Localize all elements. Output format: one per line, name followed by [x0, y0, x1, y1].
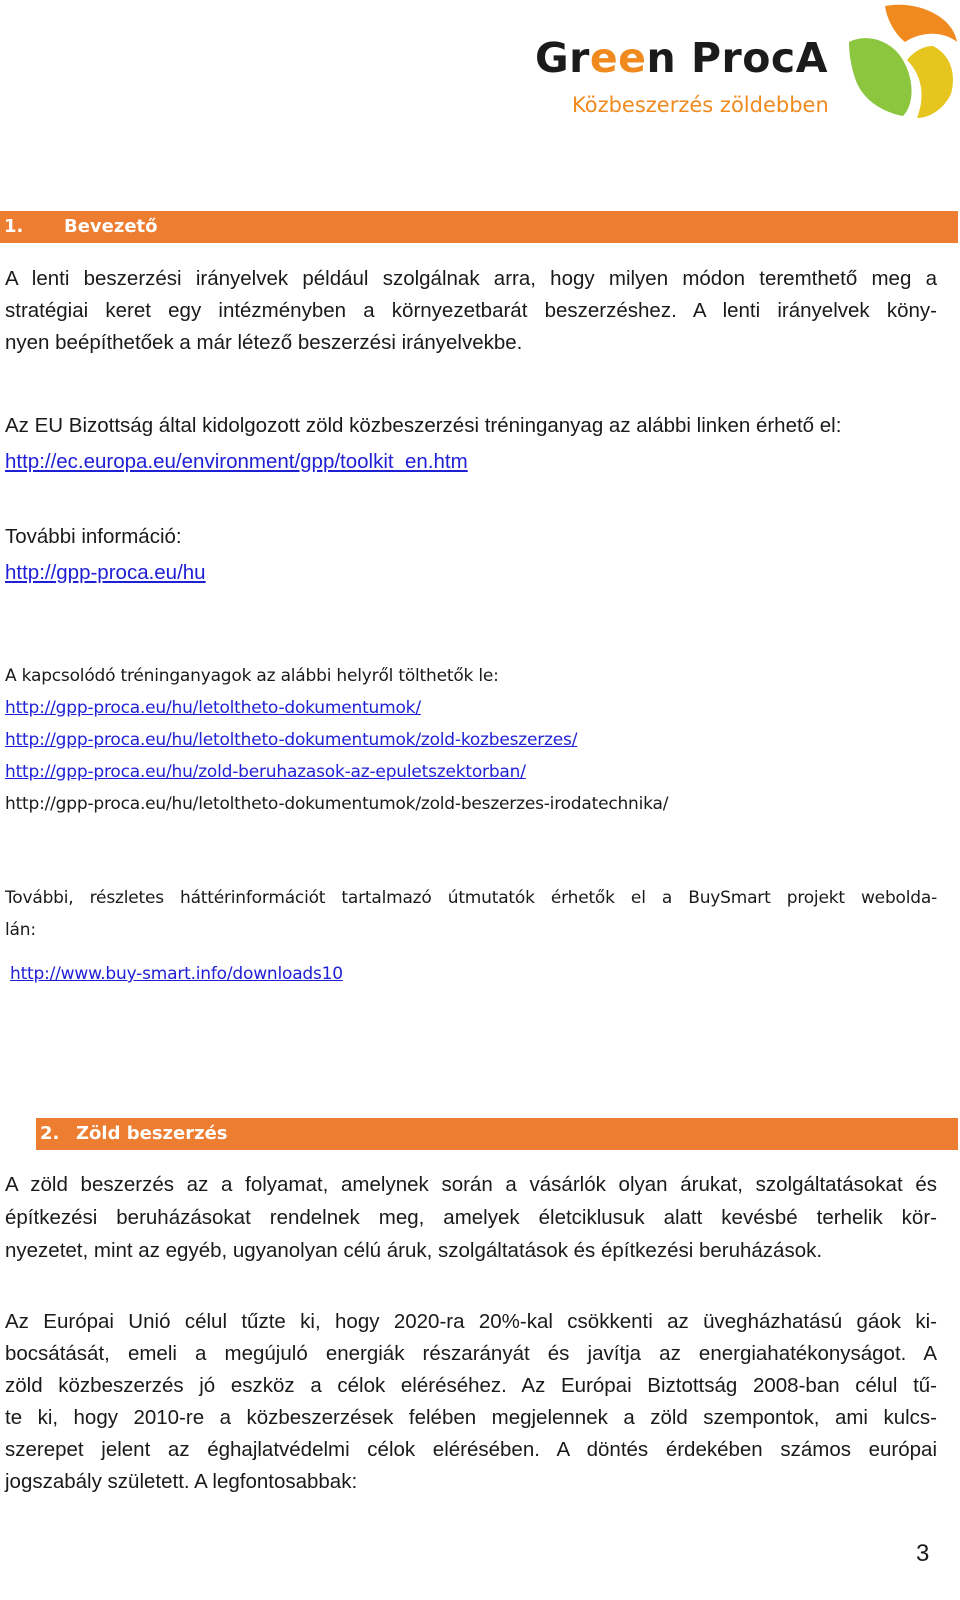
paragraph-line: nyezetet, mint az egyéb, ugyanolyan célú áruk, szolgáltatások és építkezési beruházások.: [5, 1239, 823, 1262]
section-number: 1.: [4, 216, 24, 237]
paragraph-line: te ki, hogy 2010-re a közbeszerzések felében megjelennek a zöld szempontok, ami kulcs-: [5, 1406, 937, 1429]
downloads-label: A kapcsolódó tréninganyagok az alábbi helyről tölthetők le:: [5, 666, 499, 686]
section-heading-2: [36, 1118, 958, 1150]
logo-title-accent: ee: [589, 34, 647, 82]
paragraph-line: Az EU Bizottság által kidolgozott zöld közbeszerzési tréninganyag az alábbi linken érhető el:: [5, 414, 842, 437]
logo-title-part: Gr: [535, 34, 590, 82]
leaf-orange: [885, 5, 957, 42]
page-number: 3: [916, 1540, 930, 1567]
buysmart-link-row: [10, 958, 942, 990]
intro-paragraph: [5, 263, 937, 359]
leaf-logo-icon: [847, 2, 959, 120]
paragraph-line: építkezési beruházásokat rendelnek meg, amelyek életciklusuk alatt kevésbé terhelik kör-: [5, 1206, 937, 1229]
logo-title: [535, 34, 828, 82]
green-procurement-paragraph: [5, 1168, 937, 1267]
eu-training-paragraph: [5, 410, 937, 478]
logo-subtitle: Közbeszerzés zöldebben: [572, 93, 829, 117]
download-link[interactable]: http://gpp-proca.eu/hu/zold-beruhazasok-az-epuletszektorban/: [5, 762, 526, 782]
section-number: 2.: [40, 1123, 60, 1144]
more-info-label: További információ:: [5, 525, 182, 548]
section-title: Zöld beszerzés: [76, 1123, 228, 1144]
leaf-green: [849, 38, 912, 116]
paragraph-line: További, részletes háttérinformációt tartalmazó útmutatók érhetők el a BuySmart projekt webolda-: [5, 888, 937, 908]
paragraph-line: lán:: [5, 920, 36, 940]
paragraph-line: zöld közbeszerzés jó eszköz a célok eléréséhez. Az Európai Biztottság 2008-ban célul tű-: [5, 1374, 937, 1397]
logo-title-part: n ProcA: [646, 34, 828, 82]
eu-goals-paragraph: [5, 1306, 937, 1498]
buysmart-paragraph: [5, 882, 937, 946]
download-link[interactable]: http://gpp-proca.eu/hu/letoltheto-dokumentumok/: [5, 698, 421, 718]
download-link[interactable]: http://gpp-proca.eu/hu/letoltheto-dokumentumok/zold-kozbeszerzes/: [5, 730, 578, 750]
leaf-yellow: [907, 46, 953, 118]
paragraph-line: nyen beépíthetőek a már létező beszerzési irányelvekbe.: [5, 331, 523, 354]
section-heading-1: [0, 211, 958, 243]
download-url-text: http://gpp-proca.eu/hu/letoltheto-dokumentumok/zold-beszerzes-irodatechnika/: [5, 794, 669, 814]
buysmart-link[interactable]: http://www.buy-smart.info/downloads10: [10, 964, 343, 984]
paragraph-line: stratégiai keret egy intézményben a környezetbarát beszerzéshez. A lenti irányelvek köny-: [5, 299, 937, 322]
section-title: Bevezető: [64, 216, 158, 237]
more-info-block: [5, 521, 937, 589]
paragraph-line: A lenti beszerzési irányelvek például szolgálnak arra, hogy milyen módon teremthető meg a: [5, 267, 937, 290]
gpp-proca-link[interactable]: http://gpp-proca.eu/hu: [5, 561, 206, 584]
paragraph-line: bocsátását, emeli a megújuló energiák részarányát és javítja az energiahatékonyságot. A: [5, 1342, 937, 1365]
paragraph-line: A zöld beszerzés az a folyamat, amelynek során a vásárlók olyan árukat, szolgáltatásokat és: [5, 1173, 937, 1196]
paragraph-line: szerepet jelent az éghajlatvédelmi célok elérésében. A döntés érdekében számos európai: [5, 1438, 937, 1461]
eu-toolkit-link[interactable]: http://ec.europa.eu/environment/gpp/toolkit_en.htm: [5, 450, 468, 473]
paragraph-line: jogszabály született. A legfontosabbak:: [5, 1470, 358, 1493]
downloads-block: [5, 660, 937, 820]
paragraph-line: Az Európai Unió célul tűzte ki, hogy 2020-ra 20%-kal csökkenti az üvegházhatású gáok ki-: [5, 1310, 937, 1333]
